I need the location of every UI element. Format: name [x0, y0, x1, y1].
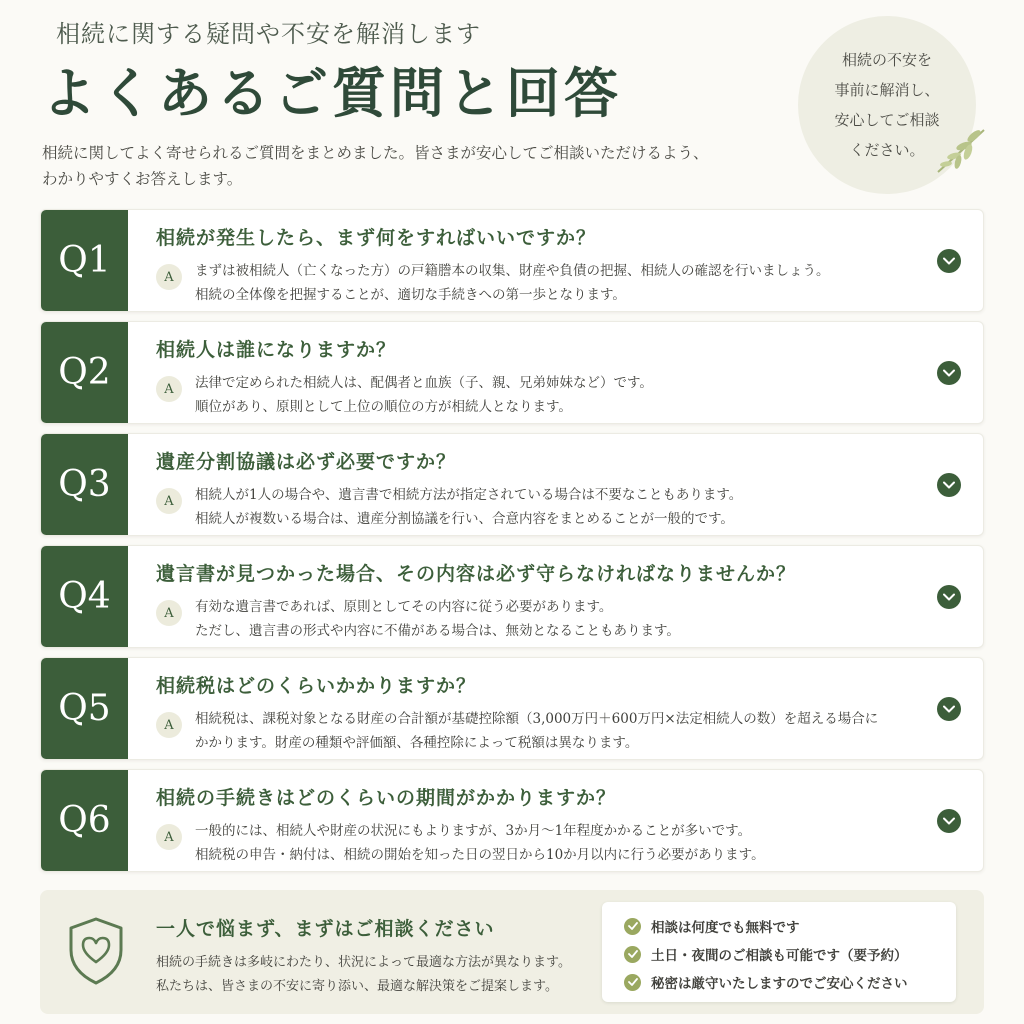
benefit-item	[624, 912, 956, 940]
answer-row	[156, 707, 983, 755]
faq-item-4[interactable]	[40, 545, 984, 648]
answer-badge: A	[156, 488, 182, 514]
question-number: Q1	[41, 210, 128, 311]
answer-line: かかります。財産の種類や評価額、各種控除によって税額は異なります。	[195, 735, 639, 751]
banner-title: 一人で悩まず、まずはご相談ください	[156, 918, 495, 940]
answer-badge: A	[156, 376, 182, 402]
answer-text	[195, 483, 935, 531]
page-header	[42, 14, 802, 192]
answer-badge: A	[156, 824, 182, 850]
faq-body	[128, 210, 983, 311]
faq-item-3[interactable]	[40, 433, 984, 536]
chevron-down-icon[interactable]	[937, 585, 961, 609]
faq-body	[128, 770, 983, 871]
faq-body	[128, 434, 983, 535]
leaf-icon	[934, 124, 990, 176]
benefit-list	[602, 902, 956, 1002]
banner-text	[156, 914, 571, 999]
answer-row	[156, 595, 983, 643]
question-text: 遺産分割協議は必ず必要ですか？	[156, 451, 457, 473]
chevron-down-icon[interactable]	[937, 473, 961, 497]
question-number: Q4	[41, 546, 128, 647]
answer-line: 法律で定められた相続人は、配偶者と血族（子、親、兄弟姉妹など）です。	[195, 375, 653, 391]
question-text: 遺言書が見つかった場合、その内容は必ず守らなければなりませんか？	[156, 563, 797, 585]
check-circle-icon	[624, 946, 641, 963]
benefit-text: 相談は何度でも無料です	[651, 920, 800, 936]
question-number: Q3	[41, 434, 128, 535]
answer-line: 有効な遺言書であれば、原則としてその内容に従う必要があります。	[195, 599, 613, 615]
answer-line: 一般的には、相続人や財産の状況にもよりますが、3か月〜1年程度かかることが多いです。	[195, 823, 752, 839]
answer-line: まずは被相続人（亡くなった方）の戸籍謄本の収集、財産や負債の把握、相続人の確認を行いましょう。	[195, 263, 830, 279]
answer-line: 相続人が複数いる場合は、遺産分割協議を行い、合意内容をまとめることが一般的です。	[195, 511, 734, 527]
question-text: 相続が発生したら、まず何をすればいいですか？	[156, 227, 597, 249]
faq-item-5[interactable]	[40, 657, 984, 760]
page-title: よくあるご質問と回答	[42, 61, 622, 125]
intro-line: 相続に関してよく寄せられるご質問をまとめました。皆さまが安心してご相談いただけるよう、	[42, 144, 709, 162]
faq-item-1[interactable]	[40, 209, 984, 312]
benefit-item	[624, 940, 956, 968]
answer-line: 順位があり、原則として上位の順位の方が相続人となります。	[195, 399, 572, 415]
chevron-down-icon[interactable]	[937, 361, 961, 385]
check-circle-icon	[624, 918, 641, 935]
answer-badge: A	[156, 264, 182, 290]
faq-body	[128, 322, 983, 423]
answer-line: ただし、遺言書の形式や内容に不備がある場合は、無効となることもあります。	[195, 623, 680, 639]
question-number: Q2	[41, 322, 128, 423]
answer-text	[195, 371, 935, 419]
shield-heart-icon	[66, 916, 126, 986]
chevron-down-icon[interactable]	[937, 697, 961, 721]
answer-line: 相続税の申告・納付は、相続の開始を知った日の翌日から10か月以内に行う必要があります。	[195, 847, 765, 863]
faq-item-2[interactable]	[40, 321, 984, 424]
question-number: Q5	[41, 658, 128, 759]
answer-row	[156, 371, 983, 419]
check-circle-icon	[624, 974, 641, 991]
benefit-text: 土日・夜間のご相談も可能です（要予約）	[651, 948, 908, 964]
question-text: 相続の手続きはどのくらいの期間がかかりますか？	[156, 787, 617, 809]
intro-line: わかりやすくお答えします。	[42, 170, 243, 188]
answer-text	[195, 595, 935, 643]
answer-row	[156, 259, 983, 307]
chevron-down-icon[interactable]	[937, 249, 961, 273]
question-number: Q6	[41, 770, 128, 871]
intro-text	[42, 140, 802, 192]
badge-text: 相続の不安を 事前に解消し、 安心してご相談 ください。	[834, 51, 940, 159]
answer-line: 相続の全体像を把握することが、適切な手続きへの第一歩となります。	[195, 287, 626, 303]
answer-badge: A	[156, 712, 182, 738]
benefit-item	[624, 968, 956, 996]
faq-body	[128, 546, 983, 647]
faq-body	[128, 658, 983, 759]
banner-description	[156, 951, 571, 999]
answer-line: 相続税は、課税対象となる財産の合計額が基礎控除額（3,000万円＋600万円×法定相続人の数）を超える場合に	[195, 711, 879, 727]
banner-line: 相続の手続きは多岐にわたり、状況によって最適な方法が異なります。	[156, 955, 571, 970]
answer-line: 相続人が1人の場合や、遺言書で相続方法が指定されている場合は不要なこともあります。	[195, 487, 743, 503]
answer-badge: A	[156, 600, 182, 626]
answer-row	[156, 819, 983, 867]
faq-list	[40, 209, 984, 881]
answer-text	[195, 819, 935, 867]
consultation-banner	[40, 890, 984, 1014]
chevron-down-icon[interactable]	[937, 809, 961, 833]
question-text: 相続税はどのくらいかかりますか？	[156, 675, 477, 697]
banner-line: 私たちは、皆さまの不安に寄り添い、最適な解決策をご提案します。	[156, 979, 558, 994]
faq-item-6[interactable]	[40, 769, 984, 872]
answer-row	[156, 483, 983, 531]
question-text: 相続人は誰になりますか？	[156, 339, 397, 361]
benefit-text: 秘密は厳守いたしますのでご安心ください	[651, 976, 908, 992]
answer-text	[195, 707, 935, 755]
page-subtitle: 相続に関する疑問や不安を解消します	[56, 20, 481, 48]
answer-text	[195, 259, 935, 307]
